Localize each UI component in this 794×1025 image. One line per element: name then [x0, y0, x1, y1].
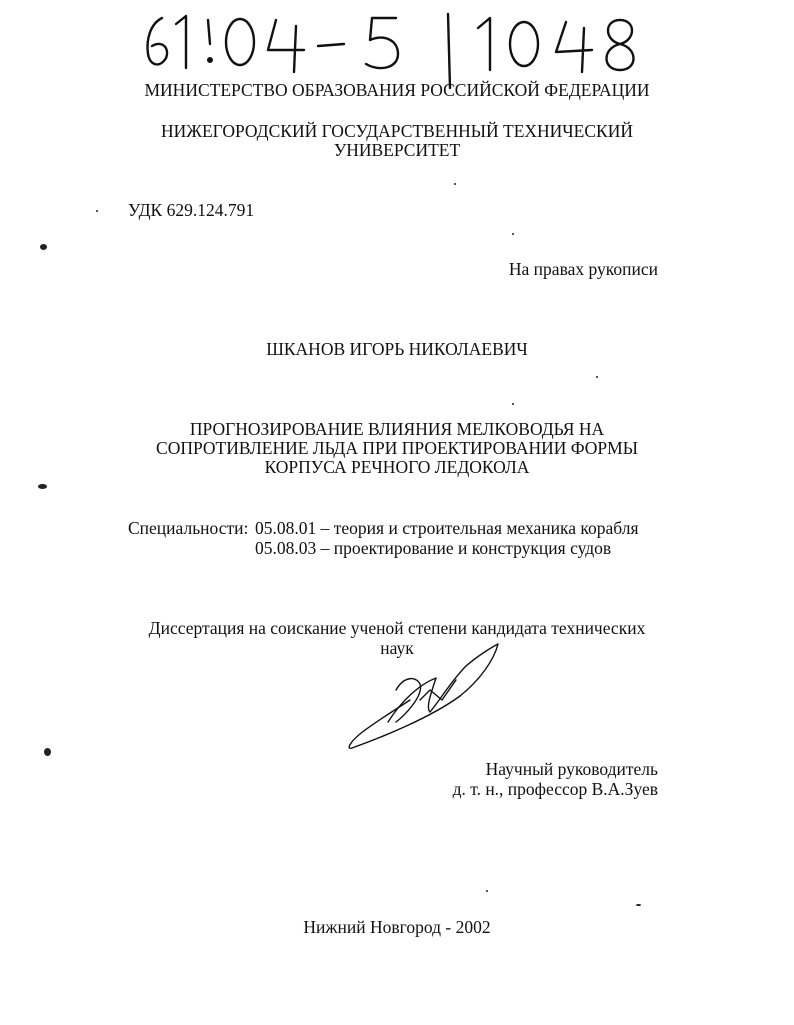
- scan-speck: [96, 210, 98, 212]
- scan-speck: [486, 890, 488, 892]
- dissertation-line2: наук: [380, 638, 414, 658]
- specialties-label: Специальности:: [128, 518, 249, 538]
- dissertation-line1: Диссертация на соискание ученой степени кандидата технических: [148, 618, 646, 638]
- thesis-title-line3: КОРПУСА РЕЧНОГО ЛЕДОКОЛА: [264, 457, 530, 477]
- ministry-heading: МИНИСТЕРСТВО ОБРАЗОВАНИЯ РОССИЙСКОЙ ФЕДЕРАЦИИ: [144, 80, 650, 100]
- specialty-item-2: 05.08.03 – проектирование и конструкция судов: [255, 538, 612, 558]
- scan-speck: [512, 233, 514, 235]
- thesis-title-line2: СОПРОТИВЛЕНИЕ ЛЬДА ПРИ ПРОЕКТИРОВАНИИ ФОРМЫ: [156, 438, 638, 458]
- supervisor-name: д. т. н., профессор В.А.Зуев: [452, 779, 658, 799]
- thesis-title-line1: ПРОГНОЗИРОВАНИЕ ВЛИЯНИЯ МЕЛКОВОДЬЯ НА: [189, 419, 605, 439]
- rights-note: На правах рукописи: [508, 259, 658, 279]
- scan-speck: [44, 748, 51, 756]
- udk-code: УДК 629.124.791: [128, 200, 255, 220]
- university-name-line1: НИЖЕГОРОДСКИЙ ГОСУДАРСТВЕННЫЙ ТЕХНИЧЕСКИЙ: [161, 121, 633, 141]
- place-and-year: Нижний Новгород - 2002: [303, 917, 491, 937]
- university-name-line2: УНИВЕРСИТЕТ: [333, 140, 461, 160]
- scan-speck: [40, 244, 47, 250]
- author-name: ШКАНОВ ИГОРЬ НИКОЛАЕВИЧ: [266, 339, 528, 359]
- scan-speck: [596, 376, 598, 378]
- scan-speck: [636, 904, 641, 906]
- supervisor-role: Научный руководитель: [485, 759, 658, 779]
- scan-speck: [512, 403, 514, 405]
- scan-speck: [454, 183, 456, 185]
- specialty-item-1: 05.08.01 – теория и строительная механика корабля: [255, 518, 639, 538]
- scan-speck: [38, 484, 47, 489]
